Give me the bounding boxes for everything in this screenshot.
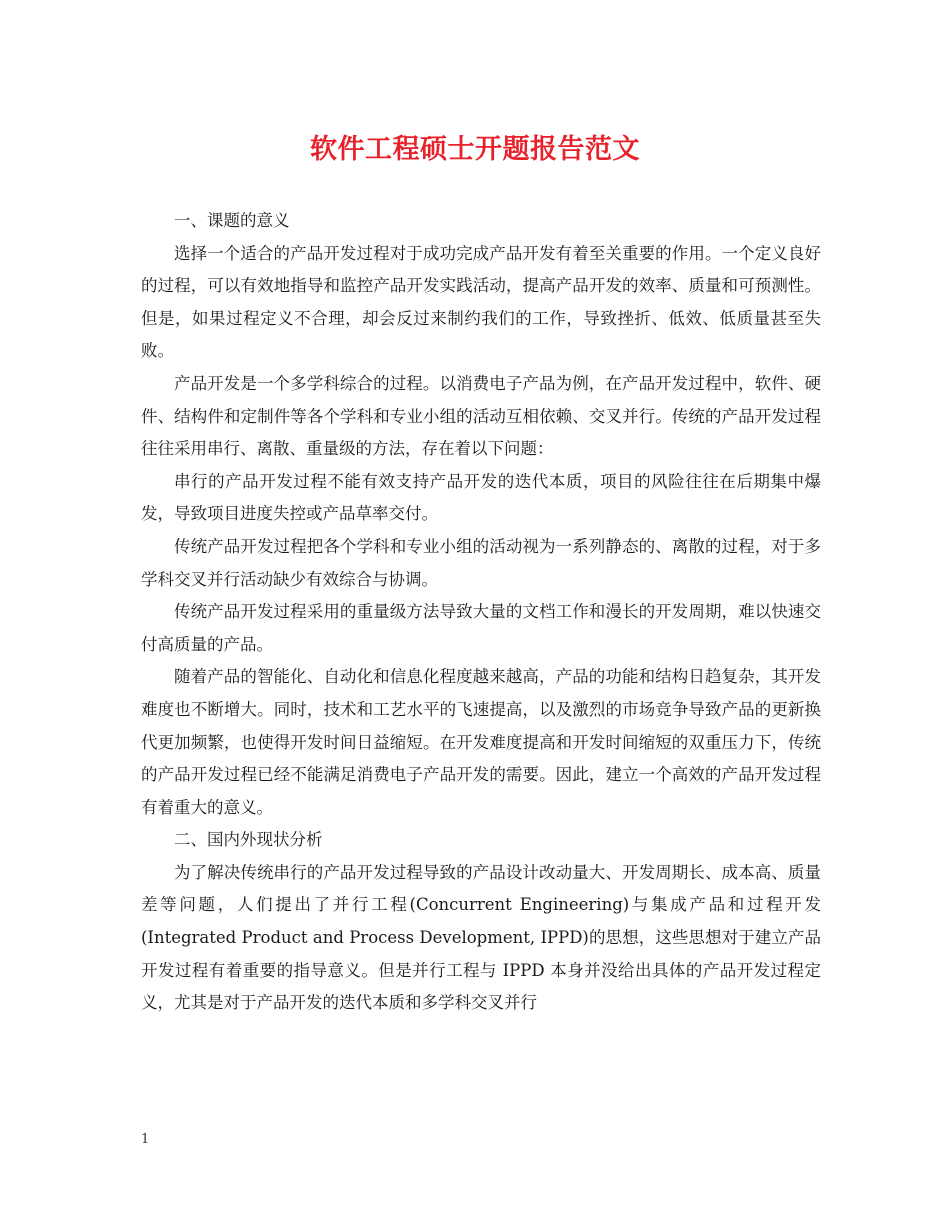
paragraph: 串行的产品开发过程不能有效支持产品开发的迭代本质，项目的风险往往在后期集中爆发，导致项目进度失控或产品草率交付。 xyxy=(141,471,821,524)
paragraph: 选择一个适合的产品开发过程对于成功完成产品开发有着至关重要的作用。一个定义良好的过程，可以有效地指导和监控产品开发实践活动，提高产品开发的效率、质量和可预测性。但是，如果过程定义不合理，却会反过来制约我们的工作，导致挫折、低效、低质量甚至失败。 xyxy=(141,243,821,361)
paragraph: 产品开发是一个多学科综合的过程。以消费电子产品为例，在产品开发过程中，软件、硬件、结构件和定制件等各个学科和专业小组的活动互相依赖、交叉并行。传统的产品开发过程往往采用串行、离散、重量级的方法，存在着以下问题： xyxy=(141,373,821,459)
paragraph: 传统产品开发过程采用的重量级方法导致大量的文档工作和漫长的开发周期，难以快速交付高质量的产品。 xyxy=(141,602,821,654)
document-body xyxy=(141,205,821,1020)
section-heading-significance: 一、课题的意义 xyxy=(174,211,290,230)
paragraph: 传统产品开发过程把各个学科和专业小组的活动视为一系列静态的、离散的过程，对于多学科交叉并行活动缺少有效综合与协调。 xyxy=(141,536,821,589)
paragraph: 为了解决传统串行的产品开发过程导致的产品设计改动量大、开发周期长、成本高、质量差等问题，人们提出了并行工程(Concurrent Engineering)与集成产品和过程开发(Integrated Product and Process Development, IPPD)的思想，这些思想对于建立产品开发过程有着重要的指导意义。但是并行工程与 IPPD 本身并没给出具体的产品开发过程定义，尤其是对于产品开发的迭代本质和多学科交叉并行 xyxy=(141,862,821,1013)
section-heading-status-analysis: 二、国内外现状分析 xyxy=(174,830,323,850)
paragraph: 随着产品的智能化、自动化和信息化程度越来越高，产品的功能和结构日趋复杂，其开发难度也不断增大。同时，技术和工艺水平的飞速提高，以及激烈的市场竞争导致产品的更新换代更加频繁，也使得开发时间日益缩短。在开发难度提高和开发时间缩短的双重压力下，传统的产品开发过程已经不能满足消费电子产品开发的需要。因此，建立一个高效的产品开发过程有着重大的意义。 xyxy=(141,667,821,817)
document-title: 软件工程硕士开题报告范文 xyxy=(310,134,640,165)
page-number: 1 xyxy=(141,1132,150,1147)
